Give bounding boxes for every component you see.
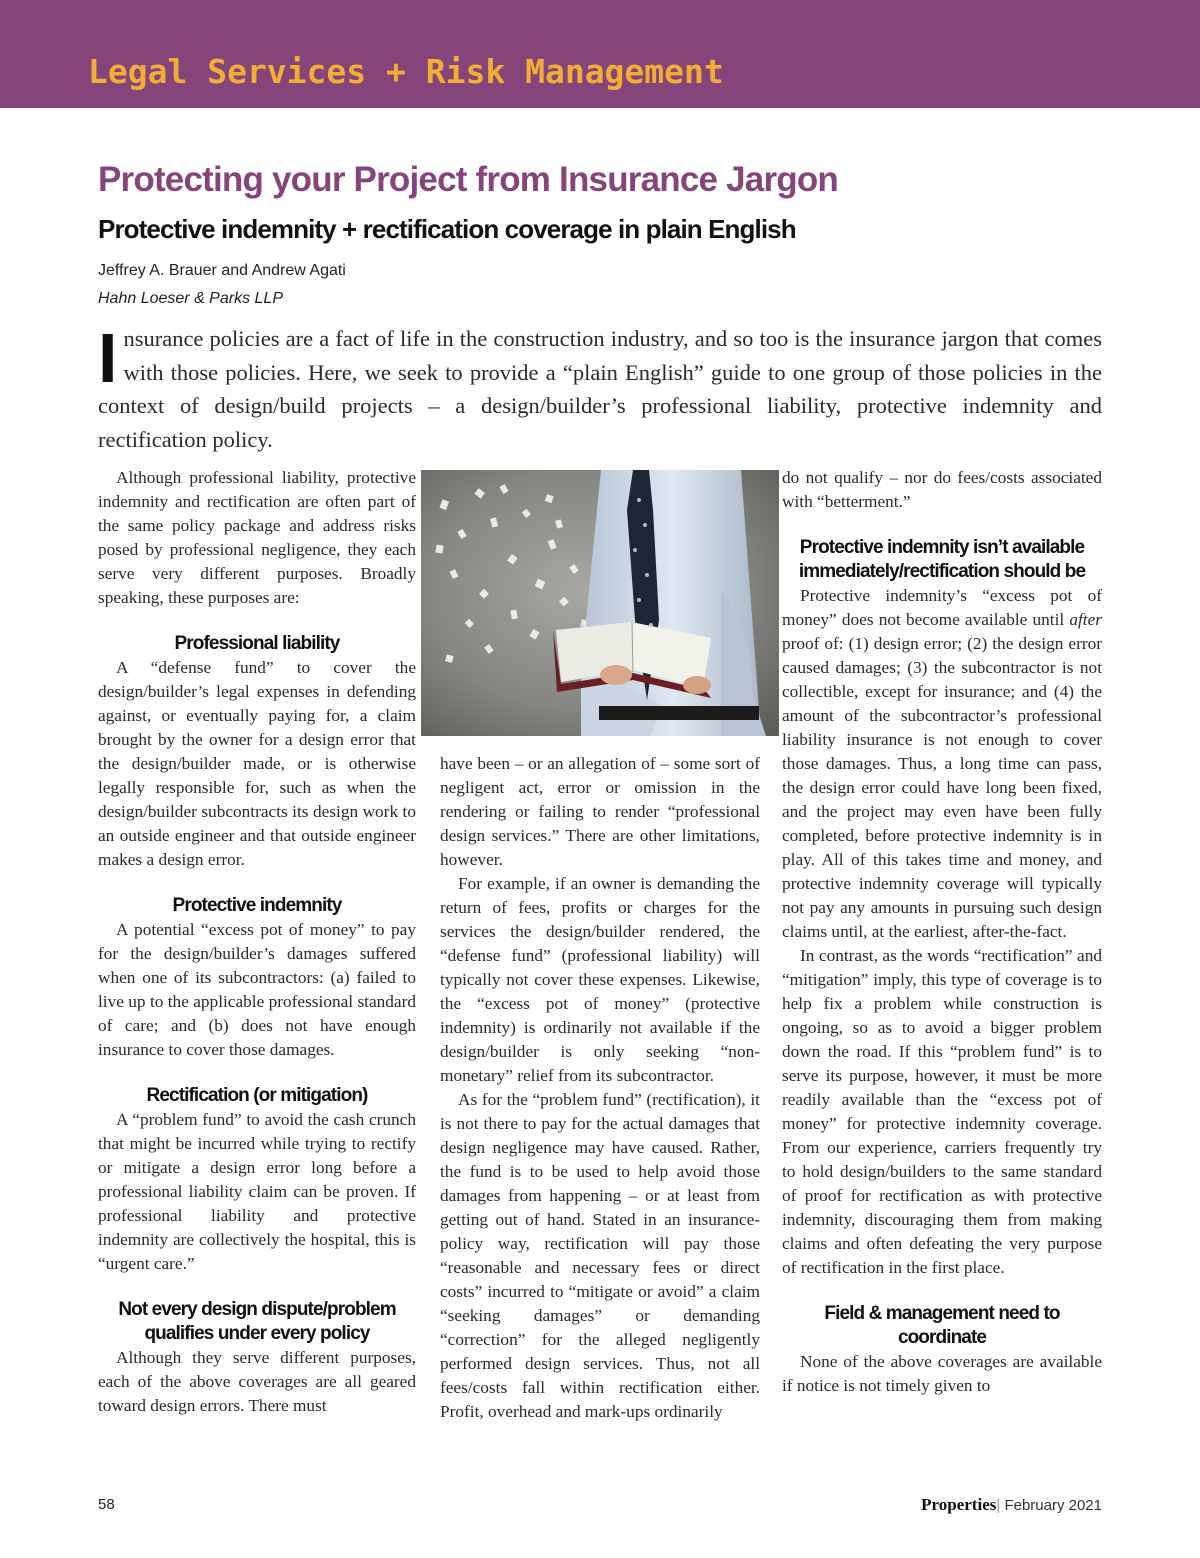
proof-text-a: Protective indemnity’s “excess pot of money” does not become available until [782,586,1102,629]
article-title: Protecting your Project from Insurance Jargon [98,160,838,199]
magazine-name: Properties [921,1495,997,1514]
proof-text-b: proof of: (1) design error; (2) the design error caused damages; (3) the subcontractor is not collectible, except for insurance; and (4) the amount of the subcontractor’s professional liability insurance is not enough to cover those damages. Thus, a long time can pass, the design error could have long been fixed, and the project may even have been fully completed, before protective indemnity is in play. All of this takes time and money, and protective indemnity coverage will typically not pay any amounts in pursuing such design claims until, at the earliest, after-the-fact. [782,634,1102,941]
heading-rectification: Rectification (or mitigation) [146,1085,368,1106]
column-3 [782,466,1102,1398]
author-firm: Hahn Loeser & Parks LLP [98,290,283,307]
protective-indemnity-paragraph: A potential “excess pot of money” to pay for the design/builder’s damages suffered when one of its subcontractors: (a) failed to live up to the applicable professional standard of care; and (b) does not have enough insurance to cover those damages. [98,920,416,1059]
lede-paragraph [98,319,1102,456]
betterment-paragraph: do not qualify – nor do fees/costs associated with “betterment.” [782,468,1102,511]
column-2 [440,752,760,1424]
problem-fund-paragraph: As for the “problem fund” (rectification), it is not there to pay for the actual damages that design negligence may have caused. Rather, the fund is to be used to help avoid those damages from happening – or at least from getting out of hand. Stated in an insurance-policy way, rectification will pay those “reasonable and necessary fees or direct costs” incurred to “mitigate or avoid” a claim “seeking damages” or demanding “correction” for the alleged negligently performed design services. Thus, not all fees/costs fall within rectification either. Profit, overhead and mark-ups ordinarily [440,1090,760,1421]
heading-line-2: qualifies under every policy [144,1323,370,1344]
proof-text-emphasis: after [1069,610,1102,629]
field-paragraph: None of the above coverages are available if notice is not timely given to [782,1352,1102,1395]
heading-protective-indemnity: Protective indemnity [172,895,342,916]
heading-not-every-dispute [98,1298,416,1346]
heading-line-1: Not every design dispute/problem [118,1299,396,1320]
article-subtitle: Protective indemnity + rectification coverage in plain English [98,214,796,244]
not-every-dispute-paragraph: Although they serve different purposes, each of the above coverages are all geared toward design errors. There must [98,1348,416,1415]
example-paragraph: For example, if an owner is demanding the return of fees, profits or charges for the services the design/builder rendered, the “defense fund” (professional liability) will typically not cover these expenses. Likewise, the “excess pot of money” (protective indemnity) is ordinarily not available if the design/builder is only seeking “non-monetary” relief from its subcontractor. [440,874,760,1085]
photo-illustration [421,470,779,736]
lede-text: nsurance policies are a fact of life in the construction industry, and so too is the insurance jargon that comes with those policies. Here, we seek to provide a “plain English” guide to one group of those policies in the context of design/build projects – a design/builder’s professional liability, protective indemnity and rectification policy. [98,326,1102,452]
article-authors: Jeffrey A. Brauer and Andrew Agati [98,262,346,279]
column-1 [98,466,416,1418]
issue-date: February 2021 [1004,1497,1102,1514]
proof-paragraph [782,584,1102,944]
professional-liability-paragraph: A “defense fund” to cover the design/builder’s legal expenses in defending against, or eventually paying for, a claim brought by the owner for a design error that the design/builder made, or is otherwise legally responsible for, such as when the design/builder subcontracts its design work to an outside engineer and that outside engineer makes a design error. [98,658,416,869]
section-label: Legal Services + Risk Management [88,52,724,91]
continued-paragraph: have been – or an allegation of – some sort of negligent act, error or omission in the rendering or failing to render “professional design services.” There are other limitations, however. [440,754,760,869]
contrast-paragraph: In contrast, as the words “rectification” and “mitigation” imply, this type of coverage is to help fix a problem while construction is ongoing, so as to avoid a bigger problem down the road. If this “problem fund” is to serve its purpose, however, it must be more readily available than the “excess pot of money” for protective indemnity coverage. From our experience, carriers frequently try to hold design/builders to the same standard of proof for rectification as with protective indemnity, discouraging them from making claims and often defeating the very purpose of rectification in the first place. [782,946,1102,1277]
heading-line-2: immediately/rectification should be [798,561,1086,582]
intro-paragraph: Although professional liability, protective indemnity and rectification are often part of the same policy package and address risks posed by professional negligence, they each serve very different purposes. Broadly speaking, these purposes are: [98,468,416,607]
magazine-footer [921,1495,1102,1515]
article-photo-man-with-book [421,470,779,736]
rectification-paragraph: A “problem fund” to avoid the cash crunch that might be incurred while trying to rectify or mitigate a design error long before a professional liability claim can be proven. If professional liability and protective indemnity are collectively the hospital, this is “urgent care.” [98,1110,416,1273]
heading-line-1: Protective indemnity isn’t available [799,537,1085,558]
heading-professional-liability: Professional liability [174,633,340,654]
heading-protective-not-available [782,536,1102,584]
page-number: 58 [98,1496,115,1513]
drop-cap: I [98,319,118,397]
heading-field-management: Field & management need to coordinate [824,1303,1060,1348]
footer-separator: | [996,1497,1001,1514]
